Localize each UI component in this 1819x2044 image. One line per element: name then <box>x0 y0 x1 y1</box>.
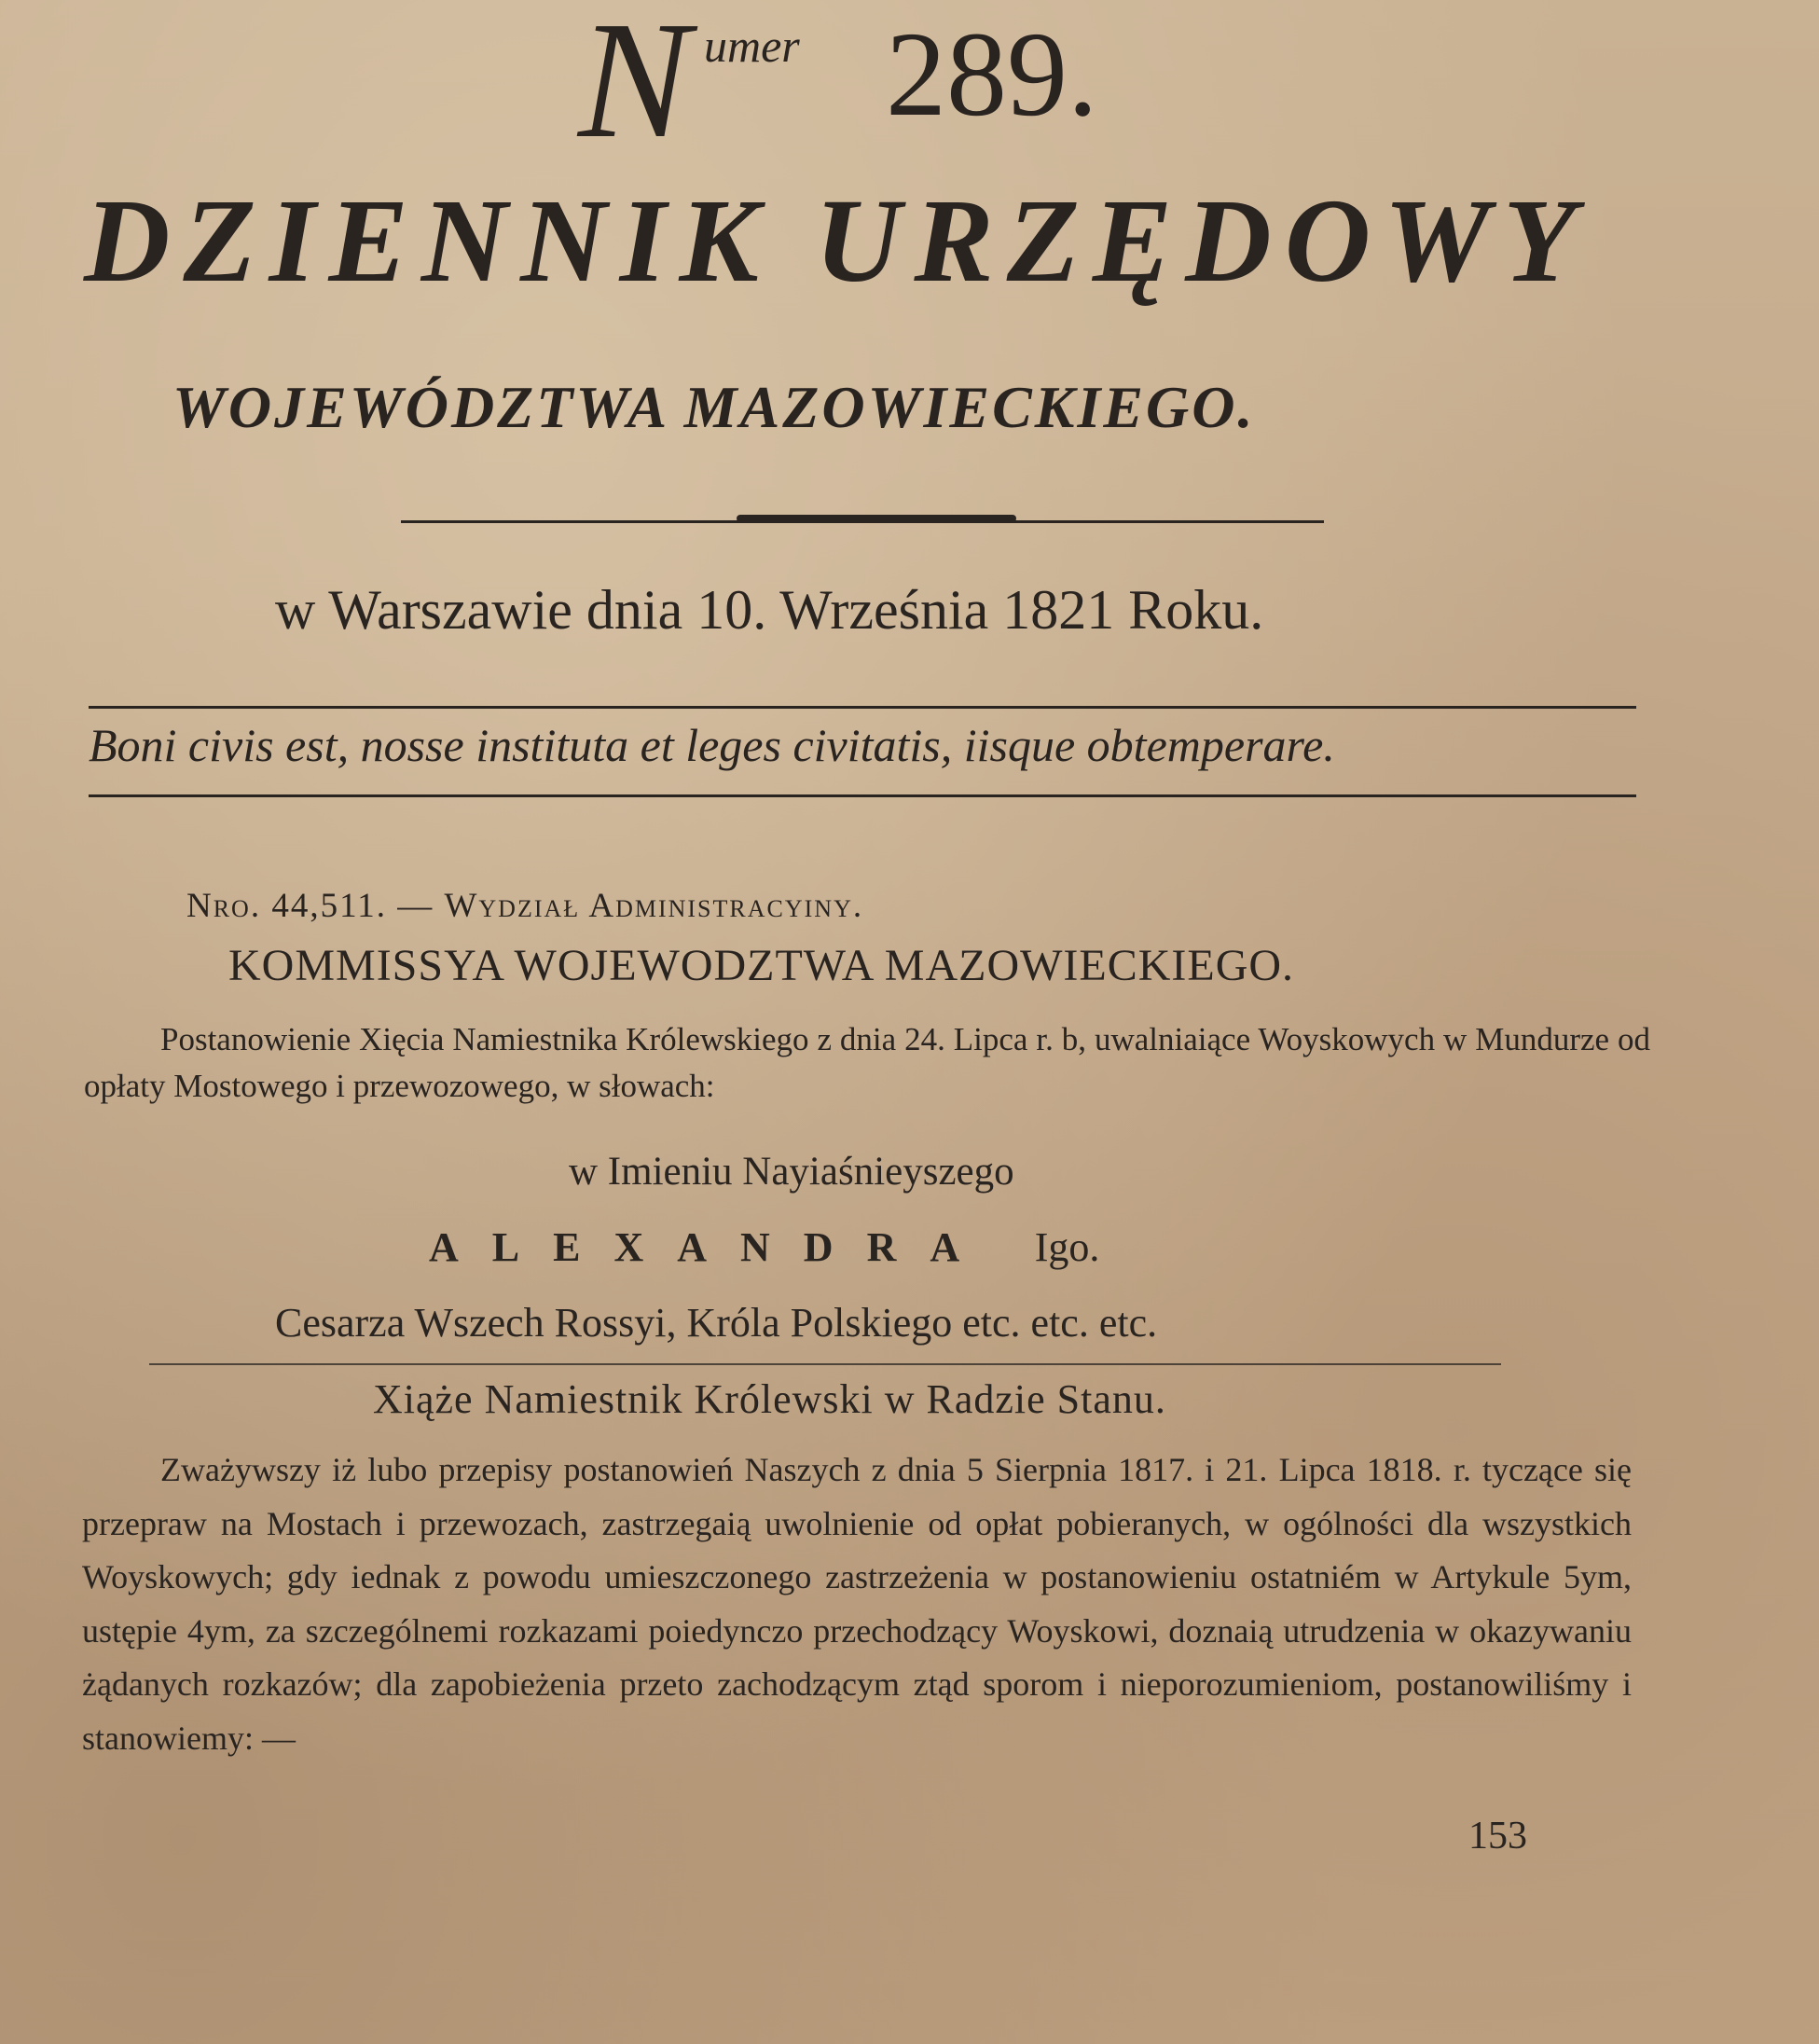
divider-rule <box>89 706 1636 709</box>
numer-suffix: umer <box>704 20 800 72</box>
publication-date: w Warszawie dnia 10. Września 1821 Roku. <box>275 579 1264 641</box>
intro-paragraph: Postanowienie Xięcia Namiestnika Królewskiego z dnia 24. Lipca r. b, uwalniaiące Woyskowych w Mundurze od opłaty Mostowego i przewozowego, w słowach: <box>84 1021 1650 1104</box>
divider-rule <box>89 794 1636 797</box>
in-the-name-line: w Imieniu Nayiaśnieyszego <box>569 1150 1014 1194</box>
ornamental-rule-center <box>737 515 1016 522</box>
viceroy-line: Xiąże Namiestnik Królewski w Radzie Stanu. <box>373 1376 1166 1422</box>
reference-line <box>186 886 1399 926</box>
commission-heading: KOMMISSYA WOJEWODZTWA MAZOWIECKIEGO. <box>228 941 1295 990</box>
newspaper-title: DZIENNIK URZĘDOWY <box>84 174 1590 307</box>
monarch-name-line <box>429 1223 1324 1271</box>
page-number: 153 <box>1468 1815 1527 1858</box>
motto: Boni civis est, nosse instituta et leges civitatis, iisque obtemperare. <box>89 719 1335 771</box>
issue-number-value: 289. <box>886 7 1098 142</box>
monarch-titles: Cesarza Wszech Rossyi, Króla Polskiego etc. etc. etc. <box>275 1300 1158 1346</box>
reference-separator: — <box>397 887 434 925</box>
monarch-name: ALEXANDRA <box>429 1224 991 1270</box>
newspaper-subtitle: WOJEWÓDZTWA MAZOWIECKIEGO. <box>172 374 1256 440</box>
numer-initial: N <box>578 0 691 173</box>
reference-number: Nro. 44,511. <box>186 887 387 925</box>
department: Wydział Administracyiny. <box>444 887 864 925</box>
divider-rule <box>149 1363 1501 1365</box>
issue-number <box>578 0 1287 173</box>
decree-body: Zważywszy iż lubo przepisy postanowień Naszych z dnia 5 Sierpnia 1817. i 21. Lipca 1818. r. tyczące się przepraw na Mostach i przewozach, zastrzegaią uwolnienie od opłat pobieranych, w ogólności dla wszystkich Woyskowych; gdy iednak z powodu umieszczonego zastrzeżenia w postanowieniu ostatniém w Artykule 5ym, ustępie 4ym, za szczególnemi rozkazami poiedynczo przechodzący Woyskowi, doznaią utrudzenia w okazywaniu żądanych rozkazów; dla zapobieżenia przeto zachodzącym ztąd sporom i nieporozumieniom, postanowiliśmy i stanowiemy: — <box>82 1451 1632 1757</box>
monarch-ordinal: Igo. <box>1034 1224 1100 1270</box>
